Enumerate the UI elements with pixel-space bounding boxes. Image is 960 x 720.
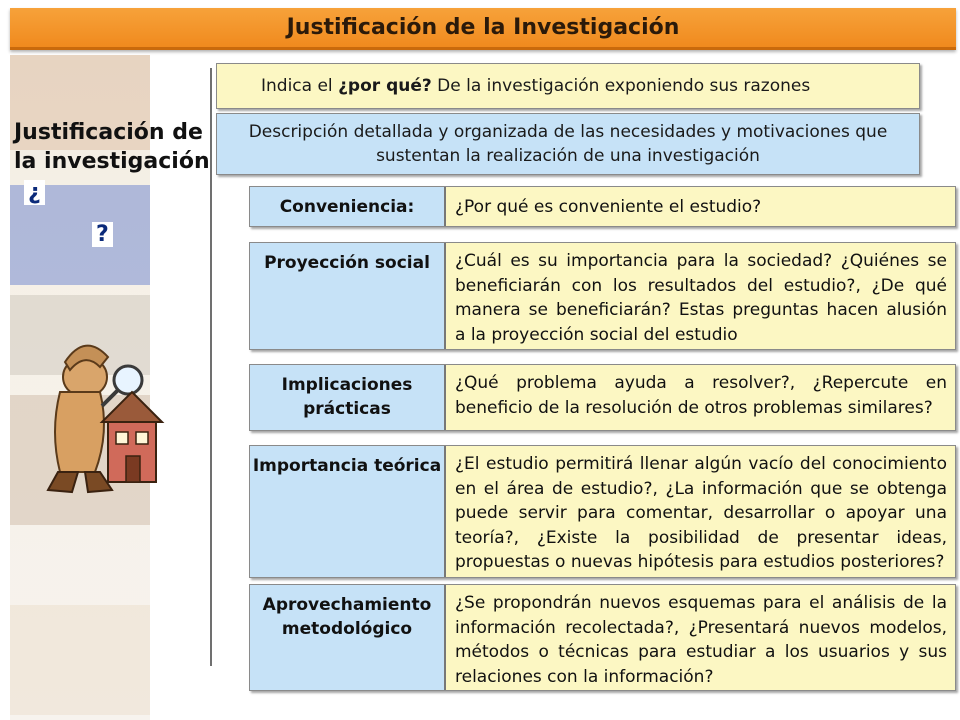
criteria-label: Conveniencia:: [250, 187, 446, 226]
criteria-text: ¿Qué problema ayuda a resolver?, ¿Repercute en beneficio de la resolución de otros problemas similares?: [446, 365, 955, 430]
sidebar-title: Justificación de la investigación: [14, 120, 210, 174]
criteria-label: Proyección social: [250, 243, 446, 349]
criteria-label: Aprovechamiento metodológico: [250, 585, 446, 690]
divider-line: [210, 68, 212, 666]
intro-description-box: Descripción detallada y organizada de las necesidades y motivaciones que sustentan la realización de una investigación: [216, 113, 920, 175]
criteria-row-implicaciones-practicas: [249, 364, 956, 431]
intro-why-box: [216, 63, 920, 109]
criteria-text: ¿Cuál es su importancia para la sociedad? ¿Quiénes se beneficiarán con los resultados del estudio?, ¿De qué manera se beneficiarán? Estas preguntas hacen alusión a la proyección social del estudio: [446, 243, 955, 349]
criteria-row-conveniencia: [249, 186, 956, 227]
criteria-row-proyeccion-social: [249, 242, 956, 350]
open-question-mark: ¿: [24, 180, 45, 205]
criteria-text: ¿Por qué es conveniente el estudio?: [446, 187, 955, 226]
detective-house-icon: [40, 322, 170, 497]
intro-why-emphasis: ¿por qué?: [338, 76, 432, 96]
criteria-label: Implicaciones prácticas: [250, 365, 446, 430]
book-cover-5: [10, 605, 150, 715]
page-title: Justificación de la Investigación: [10, 8, 956, 50]
criteria-text: ¿Se propondrán nuevos esquemas para el análisis de la información recolectada?, ¿Presentará nuevos modelos, métodos o técnicas para estudiar a los usuarios y sus relaciones con la información?: [446, 585, 955, 690]
criteria-row-aprovechamiento-metodologico: [249, 584, 956, 691]
criteria-label: Importancia teórica: [250, 446, 446, 577]
criteria-text: ¿El estudio permitirá llenar algún vacío del conocimiento en el área de estudio?, ¿La información que se obtenga puede servir para comentar, desarrollar o apoyar una teoría?, ¿Existe la posibilidad de presentar ideas, propuestas o nuevas hipótesis para estudios posteriores?: [446, 446, 955, 577]
criteria-row-importancia-teorica: [249, 445, 956, 578]
close-question-mark: ?: [92, 222, 113, 247]
intro-suffix: De la investigación exponiendo sus razones: [431, 76, 811, 96]
intro-prefix: Indica el: [261, 76, 339, 96]
